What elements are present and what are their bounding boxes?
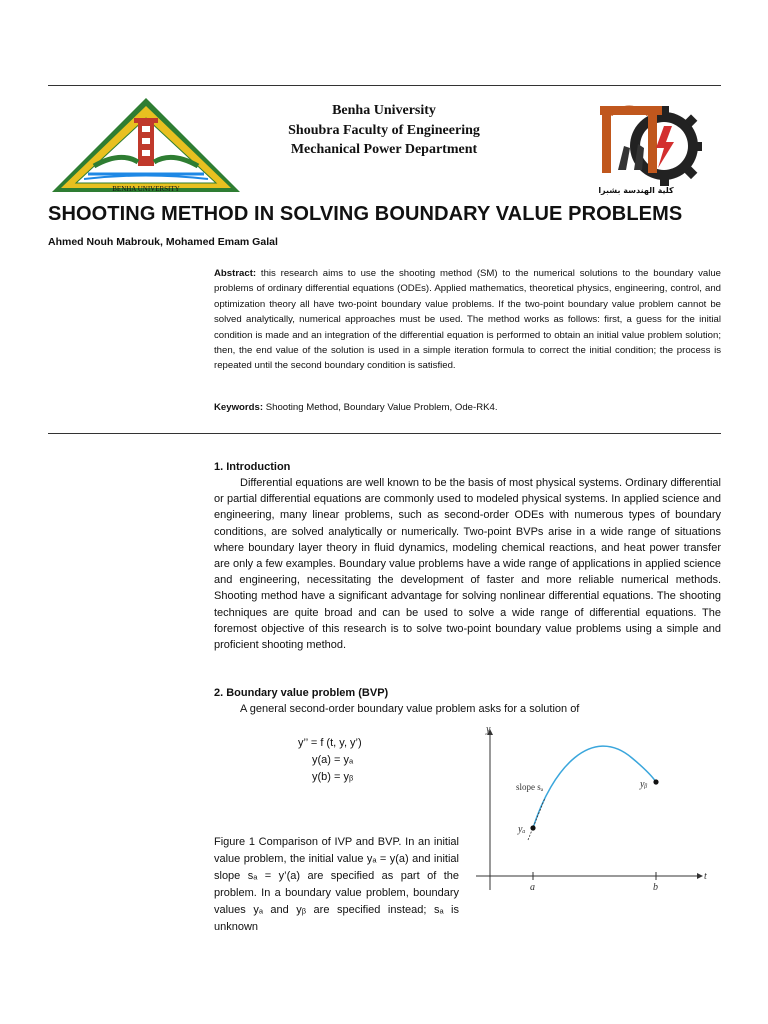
equation-bc-b: y(b) = yᵦ [312,771,354,783]
y-axis-label: y [486,724,491,735]
intro-paragraph: Differential equations are well known to be the basis of most physical systems. Ordinary differential or partial differential equations are commonly used to modeled physical systems. In applied science and engineering, many linear problems, such as second-order ODEs with numerous types of boundary conditions, are solved analytically or numerically. Two-point BVPs arise in a wide range of situations where boundary layer theory in fluid dynamics, modeling chemical reactions, and heat power transfer are only a few examples. Boundary value problems have a wide range of applications in applied science and engineering, necessitating the development of faster and more reliable numerical methods. Shooting method have a significant advantage for solving nonlinear differential equations. The shooting techniques are quite broad and can be used to solve a wide range of differential equations. The foremost objective of this research is to solve two-point boundary value problems using a simple and proficient shooting method. [214,477,721,652]
abstract-rule [48,433,721,434]
abstract [214,266,721,374]
equation-ode: y’’ = f (t, y, y’) [298,737,362,749]
slope-tangent [528,798,545,840]
keywords-label: Keywords: [214,402,264,413]
university-name: Benha University [332,103,436,118]
intro-heading: 1. Introduction [214,461,291,473]
keywords [214,402,498,413]
department-name: Mechanical Power Department [290,142,478,157]
yb-label: yᵦ [640,779,648,790]
slope-label: slope sₐ [516,782,544,792]
point-yb [653,779,658,784]
logo-caption: BENHA UNIVERSITY [112,185,180,193]
bvp-heading: 2. Boundary value problem (BVP) [214,687,389,699]
equation-bc-a: y(a) = yₐ [312,754,354,766]
logo-arabic-caption: كلية الهندسة بشبرا [598,186,674,195]
solution-curve [533,746,656,828]
figure-caption: Figure 1 Comparison of IVP and BVP. In an initial value problem, the initial value yₐ = y(a) and initial slope sₐ = y’(a) are specified as part of the problem. In a boundary value problem, boundary values yₐ and yᵦ are specified instead; sₐ is unknown [214,836,459,933]
tick-a-label: a [530,882,535,893]
abstract-label: Abstract: [214,268,257,279]
ya-label: yₐ [518,824,526,835]
bvp-lead-text: A general second-order boundary value problem asks for a solution of [240,703,580,715]
abstract-text: this research aims to use the shooting method (SM) to the numerical solutions to the boundary value problems of ordinary differential equations (ODEs). Applied mathematics, theoretical physics, engineering, control, and optimization theory all have two-point boundary value problems. If the two-point boundary value problem cannot be solved analytically, numerical approaches must be used. The method works as follows: first, a guess for the initial condition is made and an integration of the differential equation is performed to obtain an initial value problem solution; then, the end value of the solution is used in a simple iteration formula to correct the initial condition; the process is repeated until the second boundary condition is satisfied. [214,268,721,372]
point-ya [530,825,535,830]
keywords-text: Shooting Method, Boundary Value Problem, Ode-RK4. [263,402,498,413]
t-axis-label: t [704,871,707,882]
tick-b-label: b [653,882,658,893]
figure-ivp-bvp [472,722,722,907]
paper-title: SHOOTING METHOD IN SOLVING BOUNDARY VALUE PROBLEMS [48,203,683,225]
faculty-engineering-logo [596,96,708,196]
faculty-name: Shoubra Faculty of Engineering [288,123,480,138]
top-rule [48,85,721,86]
paper-authors: Ahmed Nouh Mabrouk, Mohamed Emam Galal [48,236,278,248]
